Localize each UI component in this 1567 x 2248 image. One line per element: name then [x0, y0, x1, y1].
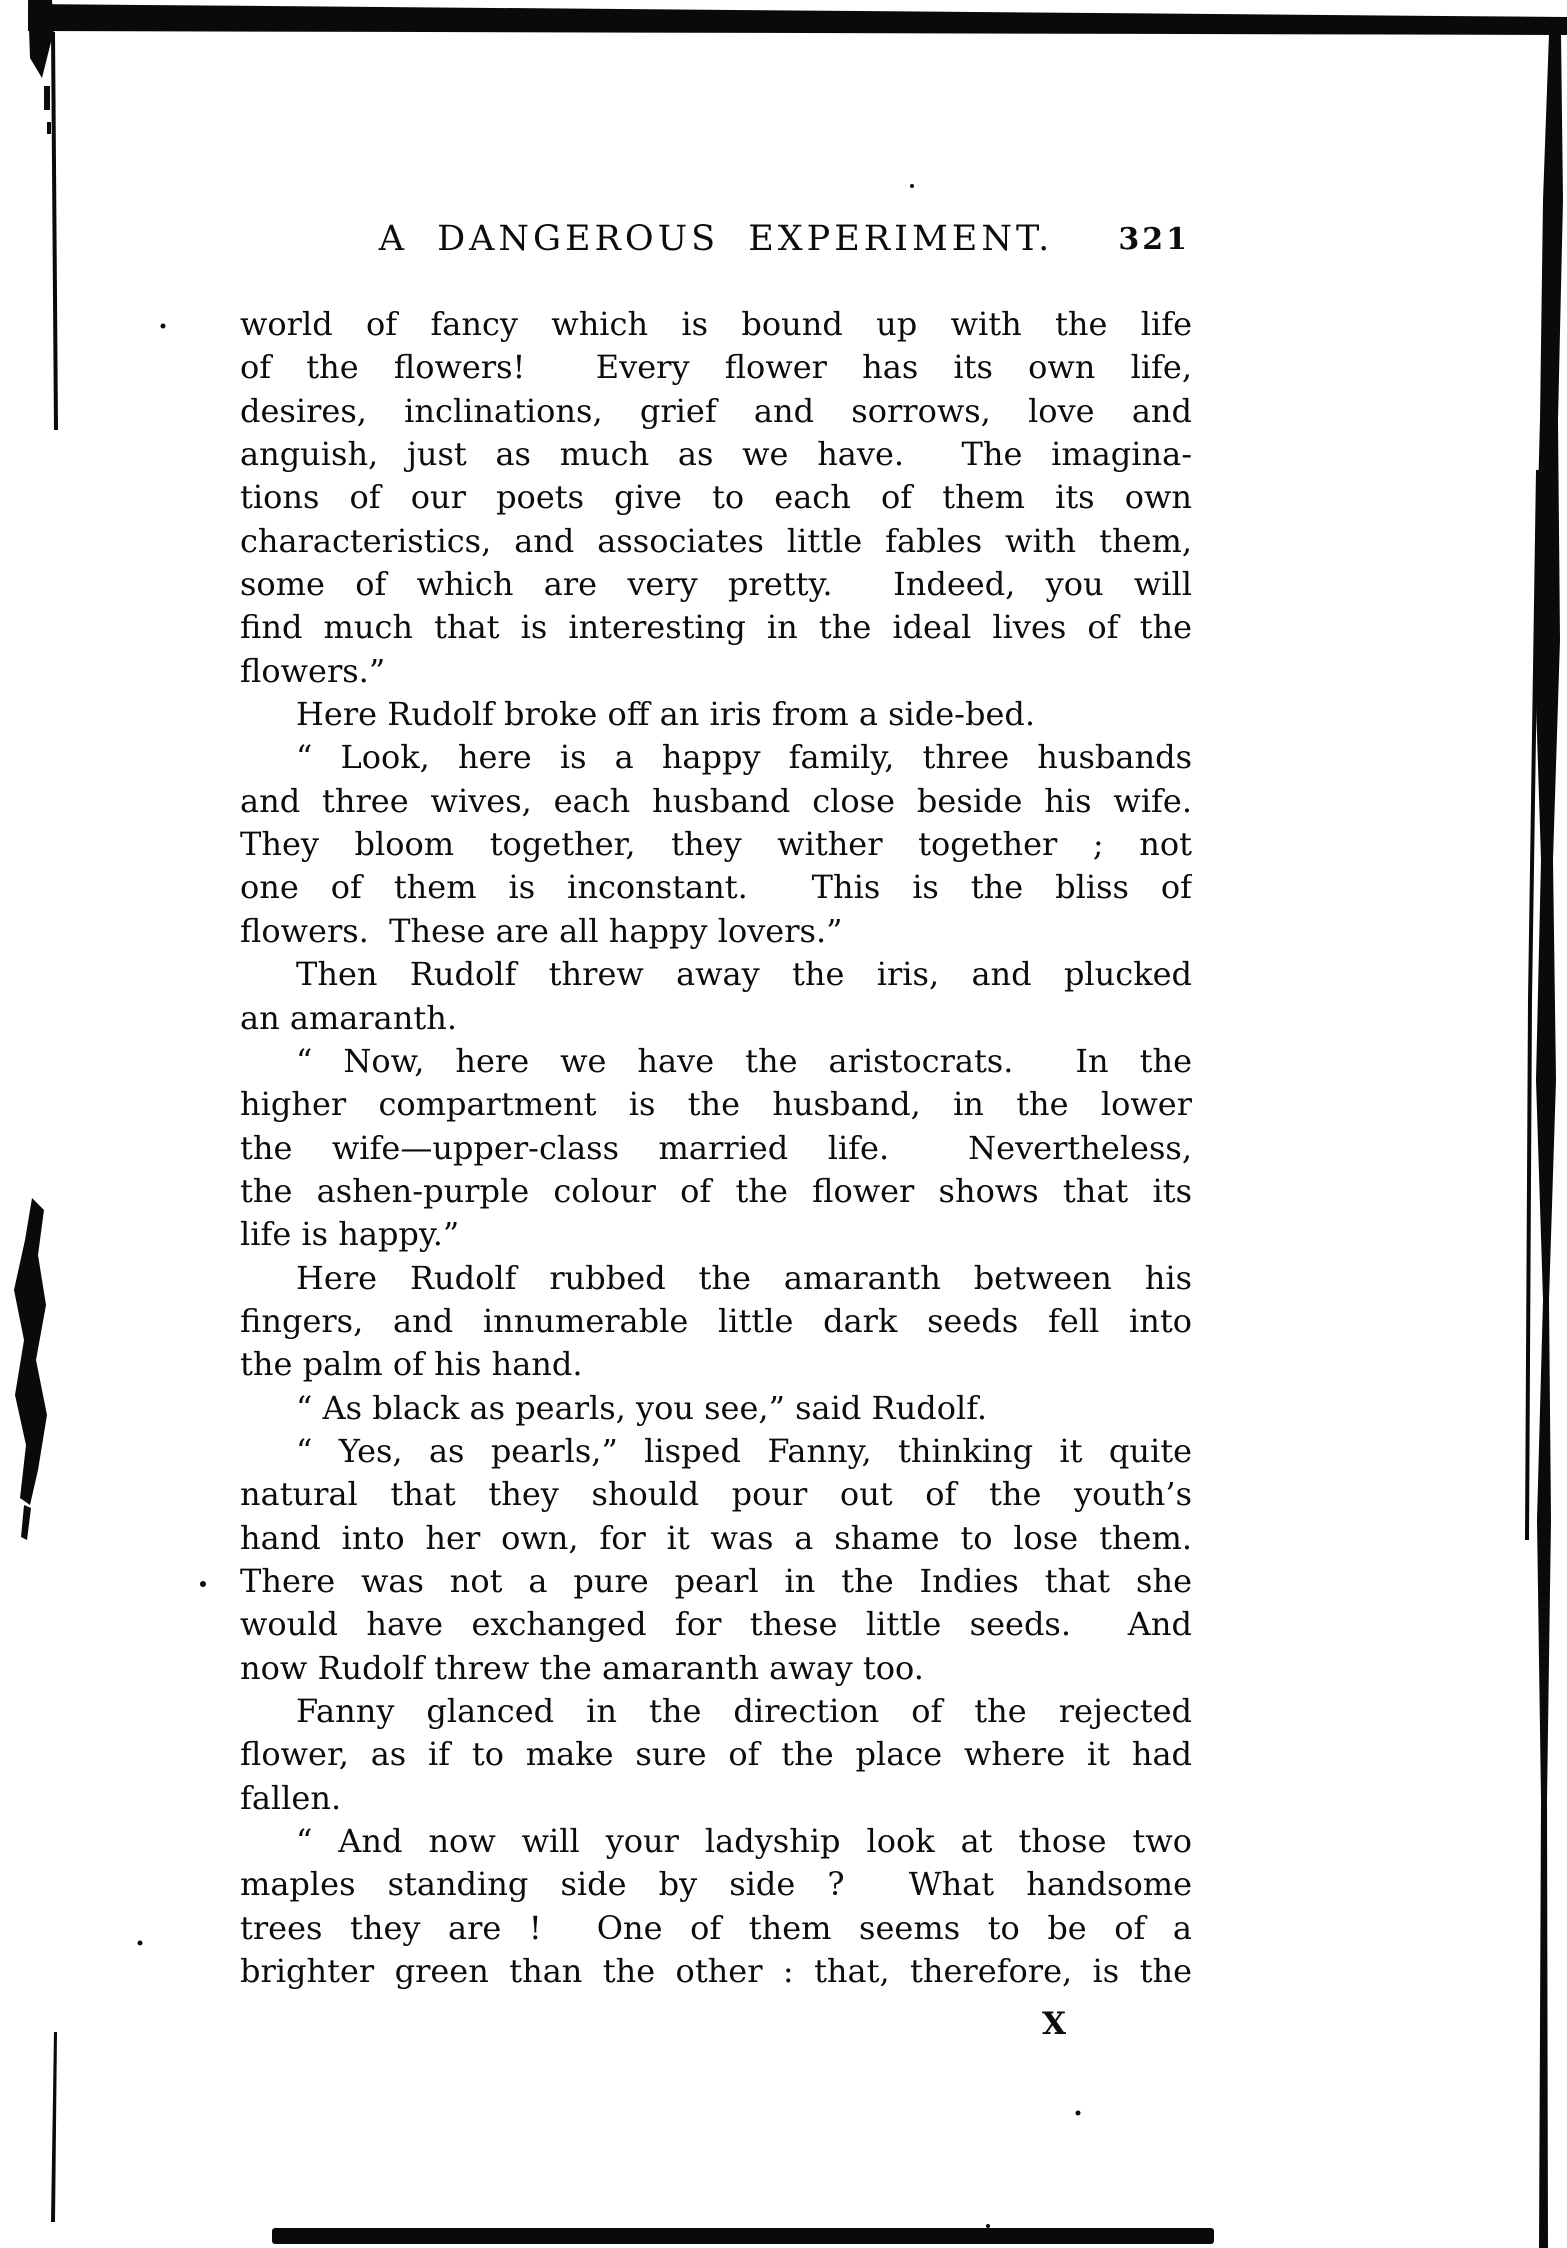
text-line: There was not a pure pearl in the Indies that she	[240, 1561, 1192, 1600]
text-line: world of fancy which is bound up with the life	[240, 305, 1192, 343]
text-line: desires, inclinations, grief and sorrows, love and	[240, 391, 1192, 430]
text-line: anguish, just as much as we have. The imagina-	[240, 435, 1192, 474]
text-line: flower, as if to make sure of the place where it had	[240, 1735, 1192, 1774]
text-line: and three wives, each husband close beside his wife.	[240, 781, 1192, 820]
text-line: flowers. These are all happy lovers.”	[240, 911, 843, 950]
page-header	[240, 219, 1192, 267]
text-line: “ Yes, as pearls,” lisped Fanny, thinking it quite	[296, 1431, 1192, 1470]
text-line: natural that they should pour out of the youth’s	[240, 1475, 1192, 1514]
text-line: fingers, and innumerable little dark seeds fell into	[240, 1301, 1192, 1340]
text-line: hand into her own, for it was a shame to lose them.	[240, 1518, 1192, 1557]
signature-mark: X	[1042, 2006, 1067, 2042]
text-block	[240, 303, 1192, 1993]
text-line: one of them is inconstant. This is the bliss of	[240, 868, 1192, 907]
top-scan-bar	[28, 4, 1567, 35]
text-line: They bloom together, they wither together ; not	[240, 825, 1192, 864]
text-line: higher compartment is the husband, in the lower	[240, 1085, 1192, 1124]
left-rule-upper	[51, 32, 58, 430]
left-ink-blob	[14, 1198, 47, 1505]
running-title: A DANGEROUS EXPERIMENT.	[378, 219, 1054, 259]
text-line: find much that is interesting in the ideal lives of the	[240, 608, 1192, 647]
text-line: “ And now will your ladyship look at those two	[296, 1822, 1192, 1861]
text-line: of the flowers! Every flower has its own life,	[240, 348, 1192, 387]
text-line: “ As black as pearls, you see,” said Rudolf.	[296, 1388, 988, 1427]
text-line: Here Rudolf rubbed the amaranth between his	[296, 1258, 1192, 1297]
text-line: maples standing side by side ? What handsome	[240, 1865, 1192, 1904]
text-line: characteristics, and associates little fables with them,	[240, 521, 1192, 560]
text-line: Fanny glanced in the direction of the rejected	[296, 1692, 1192, 1730]
text-line: tions of our poets give to each of them its own	[240, 478, 1192, 517]
text-line: Then Rudolf threw away the iris, and plucked	[296, 955, 1192, 994]
text-line: an amaranth.	[240, 998, 457, 1037]
text-line: brighter green than the other : that, therefore, is the	[240, 1952, 1192, 1991]
text-line: the wife—upper-class married life. Nevertheless,	[240, 1128, 1192, 1167]
text-line: now Rudolf threw the amaranth away too.	[240, 1648, 924, 1687]
right-crease-line	[1525, 470, 1540, 1540]
text-line: life is happy.”	[240, 1215, 460, 1254]
bottom-scan-bar	[272, 2228, 1214, 2244]
text-line: “ Now, here we have the aristocrats. In the	[296, 1041, 1192, 1080]
text-line: would have exchanged for these little seeds. And	[240, 1605, 1192, 1644]
text-line: trees they are ! One of them seems to be of a	[240, 1908, 1192, 1947]
text-line: the palm of his hand.	[240, 1345, 583, 1384]
left-rule-lower	[51, 2032, 57, 2222]
text-line: the ashen-purple colour of the flower shows that its	[240, 1171, 1192, 1210]
page-number: 321	[1118, 222, 1190, 257]
text-line: fallen.	[240, 1778, 342, 1817]
text-line: some of which are very pretty. Indeed, you will	[240, 565, 1192, 604]
text-line: flowers.”	[240, 651, 386, 690]
text-line: Here Rudolf broke off an iris from a side-bed.	[296, 695, 1036, 734]
right-edge-stripe	[1534, 34, 1563, 2248]
top-left-stub	[28, 0, 54, 78]
text-line: “ Look, here is a happy family, three husbands	[296, 738, 1192, 777]
